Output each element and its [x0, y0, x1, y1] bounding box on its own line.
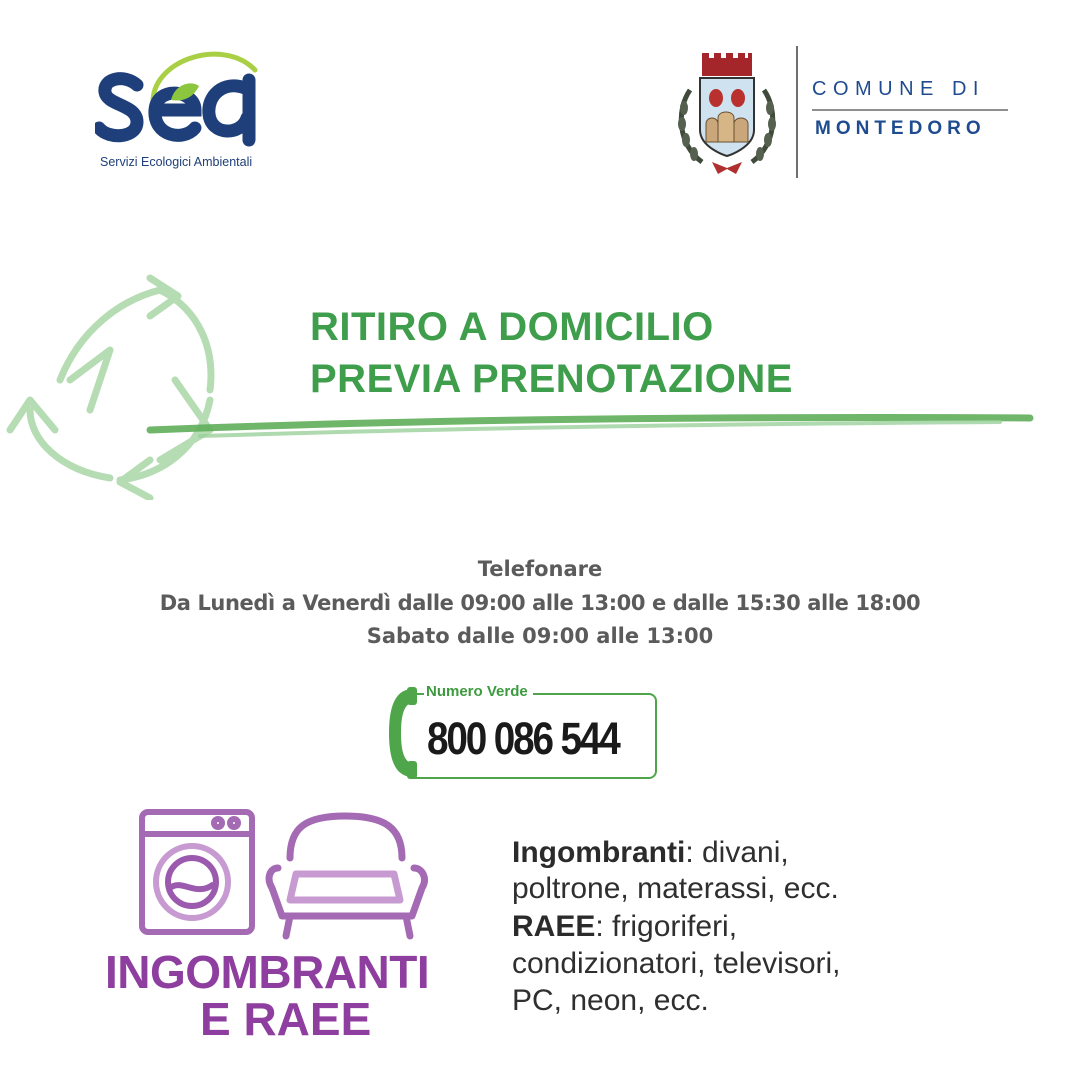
bulky-title-line-2: E RAEE [200, 993, 372, 1045]
phone-handset-icon [383, 683, 421, 783]
headline-line-1: RITIRO A DOMICILIO [310, 305, 714, 349]
ingombranti-label: Ingombranti [512, 836, 686, 869]
description-line-1: Ingombranti: divani, [512, 836, 789, 869]
sea-tagline: Servizi Ecologici Ambientali [100, 155, 253, 169]
description-line-4: condizionatori, televisori, [512, 947, 841, 980]
raee-label: RAEE [512, 910, 596, 943]
schedule-saturday: Sabato dalle 09:00 alle 13:00 [366, 624, 714, 648]
comune-rule [812, 109, 1008, 111]
comune-label: COMUNE DI [812, 78, 985, 100]
appliances-illustration [130, 808, 430, 943]
description-line-5: PC, neon, ecc. [512, 984, 709, 1017]
description-line-2: poltrone, materassi, ecc. [512, 872, 839, 905]
comune-name: MONTEDORO [815, 118, 986, 139]
toll-free-number[interactable]: 800 086 544 [427, 713, 619, 764]
schedule-title: Telefonare [477, 557, 603, 581]
toll-free-label: Numero Verde [424, 683, 533, 700]
municipal-crest-icon [672, 50, 782, 175]
schedule-weekdays: Da Lunedì a Venerdì dalle 09:00 alle 13:00 e dalle 15:30 alle 18:00 [159, 591, 921, 615]
bulky-title-line-1: INGOMBRANTI [105, 946, 430, 998]
washing-machine-icon [142, 812, 252, 932]
headline-line-2: PREVIA PRENOTAZIONE [310, 357, 793, 401]
description-line-3: RAEE: frigoriferi, [512, 910, 738, 943]
comune-divider [796, 46, 798, 178]
armchair-icon [269, 816, 424, 936]
